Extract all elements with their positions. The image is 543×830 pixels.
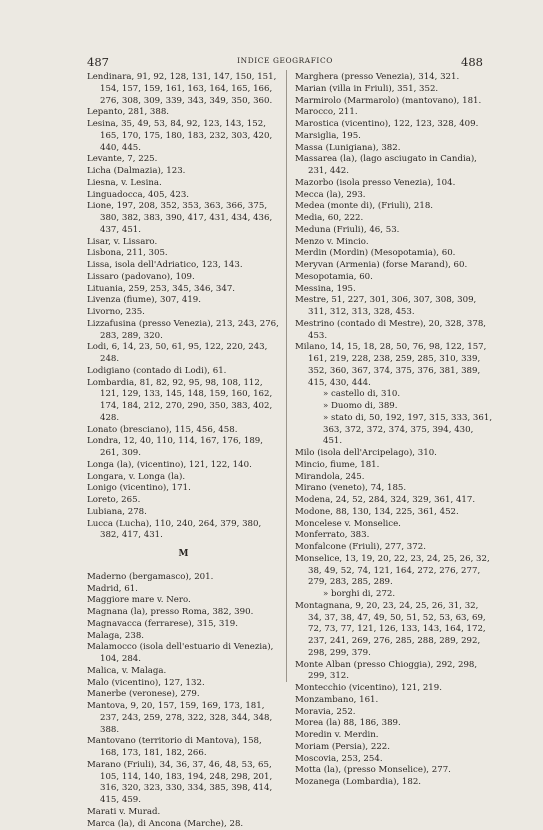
index-entry: Monferrato, 383. bbox=[295, 530, 493, 542]
index-entry: Mantovano (territorio di Mantova), 158, 168, 173, 181, 182, 266. bbox=[87, 736, 280, 760]
index-entry: » Duomo di, 389. bbox=[295, 401, 493, 413]
index-entry: » stato di, 50, 192, 197, 315, 333, 361, 363, 372, 372, 374, 375, 394, 430, 451. bbox=[295, 413, 493, 448]
index-entry: Meryvan (Armenia) (forse Marand), 60. bbox=[295, 260, 493, 272]
index-entry: Meduna (Friuli), 46, 53. bbox=[295, 225, 493, 237]
index-entry: Montecchio (vicentino), 121, 219. bbox=[295, 683, 493, 695]
index-entry: » borghi di, 272. bbox=[295, 589, 493, 601]
index-entry: Malica, v. Malaga. bbox=[87, 666, 280, 678]
index-entry: Londra, 12, 40, 110, 114, 167, 176, 189, 261, 309. bbox=[87, 436, 280, 460]
index-entry: Marocco, 211. bbox=[295, 107, 493, 119]
index-entry: Mecca (la), 293. bbox=[295, 190, 493, 202]
left-column bbox=[87, 72, 280, 830]
index-entry: Monselice, 13, 19, 20, 22, 23, 24, 25, 26, 32, 38, 49, 52, 74, 121, 164, 272, 276, 277, 279, 283, 285, 289. bbox=[295, 554, 493, 589]
index-entry: Medea (monte di), (Friuli), 218. bbox=[295, 201, 493, 213]
index-entry: Lodi, 6, 14, 23, 50, 61, 95, 122, 220, 243, 248. bbox=[87, 342, 280, 366]
index-entry: Mazorbo (isola presso Venezia), 104. bbox=[295, 178, 493, 190]
index-entry: Licha (Dalmazia), 123. bbox=[87, 166, 280, 178]
index-entry: Monfalcone (Friuli), 277, 372. bbox=[295, 542, 493, 554]
index-entry: Marmirolo (Marmarolo) (mantovano), 181. bbox=[295, 96, 493, 108]
left-entries-l bbox=[87, 72, 280, 542]
index-entry: Modone, 88, 130, 134, 225, 361, 452. bbox=[295, 507, 493, 519]
index-entry: Malamocco (isola dell'estuario di Venezia), 104, 284. bbox=[87, 642, 280, 666]
index-entry: Lendinara, 91, 92, 128, 131, 147, 150, 151, 154, 157, 159, 161, 163, 164, 165, 166, 276, 308, 309, 339, 343, 349, 350, 360. bbox=[87, 72, 280, 107]
index-entry: Lissa, isola dell'Adriatico, 123, 143. bbox=[87, 260, 280, 272]
index-entry: Livorno, 235. bbox=[87, 307, 280, 319]
index-entry: Lombardia, 81, 82, 92, 95, 98, 108, 112, 121, 129, 133, 145, 148, 159, 160, 162, 174, 184, 212, 270, 290, 350, 383, 402, 428. bbox=[87, 378, 280, 425]
index-entry: Marca (la), di Ancona (Marche), 28. bbox=[87, 819, 280, 830]
index-entry: Mestre, 51, 227, 301, 306, 307, 308, 309, 311, 312, 313, 328, 453. bbox=[295, 295, 493, 319]
index-entry: Mirandola, 245. bbox=[295, 472, 493, 484]
index-entry: Maggiore mare v. Nero. bbox=[87, 595, 280, 607]
index-entry: Media, 60, 222. bbox=[295, 213, 493, 225]
index-entry: Morea (la) 88, 186, 389. bbox=[295, 718, 493, 730]
index-entry: Madrid, 61. bbox=[87, 584, 280, 596]
index-entry: Menzo v. Mincio. bbox=[295, 237, 493, 249]
index-entry: Maderno (bergamasco), 201. bbox=[87, 572, 280, 584]
index-entry: Massarea (la), (lago asciugato in Candia), 231, 442. bbox=[295, 154, 493, 178]
index-entry: Loreto, 265. bbox=[87, 495, 280, 507]
index-entry: Messina, 195. bbox=[295, 284, 493, 296]
page-number-right: 488 bbox=[461, 55, 483, 69]
column-divider bbox=[286, 70, 287, 682]
index-entry: Longa (la), (vicentino), 121, 122, 140. bbox=[87, 460, 280, 472]
index-entry: Milo (isola dell'Arcipelago), 310. bbox=[295, 448, 493, 460]
index-entry: Magnana (la), presso Roma, 382, 390. bbox=[87, 607, 280, 619]
index-entry: Merdin (Mordin) (Mesopotamia), 60. bbox=[295, 248, 493, 260]
index-entry: Marostica (vicentino), 122, 123, 328, 409. bbox=[295, 119, 493, 131]
page-header bbox=[87, 55, 483, 69]
index-entry: Lisar, v. Lissaro. bbox=[87, 237, 280, 249]
index-entry: Lizzafusina (presso Venezia), 213, 243, 276, 283, 289, 320. bbox=[87, 319, 280, 343]
index-entry: Lodigiano (contado di Lodi), 61. bbox=[87, 366, 280, 378]
index-entry: Manerbe (veronese), 279. bbox=[87, 689, 280, 701]
index-entry: Modena, 24, 52, 284, 324, 329, 361, 417. bbox=[295, 495, 493, 507]
index-entry: Mestrino (contado di Mestre), 20, 328, 378, 453. bbox=[295, 319, 493, 343]
index-entry: Mirano (veneto), 74, 185. bbox=[295, 483, 493, 495]
index-entry: Malo (vicentino), 127, 132. bbox=[87, 678, 280, 690]
index-entry: Magnavacca (ferrarese), 315, 319. bbox=[87, 619, 280, 631]
index-entry: Mesopotamia, 60. bbox=[295, 272, 493, 284]
left-entries-m bbox=[87, 572, 280, 830]
index-entry: Lituania, 259, 253, 345, 346, 347. bbox=[87, 284, 280, 296]
index-entry: Marian (villa in Friuli), 351, 352. bbox=[295, 84, 493, 96]
index-entry: Lesina, 35, 49, 53, 84, 92, 123, 143, 152, 165, 170, 175, 180, 183, 232, 303, 420, 440, 445. bbox=[87, 119, 280, 154]
index-entry: Longara, v. Longa (la). bbox=[87, 472, 280, 484]
index-entry: Lepanto, 281, 388. bbox=[87, 107, 280, 119]
index-entry: Moriam (Persia), 222. bbox=[295, 742, 493, 754]
running-title: INDICE GEOGRAFICO bbox=[87, 56, 483, 65]
index-entry: Moncelese v. Monselice. bbox=[295, 519, 493, 531]
index-entry: Lisbona, 211, 305. bbox=[87, 248, 280, 260]
section-letter-m: M bbox=[87, 549, 280, 561]
index-entry: Marano (Friuli), 34, 36, 37, 46, 48, 53, 65, 105, 114, 140, 183, 194, 248, 298, 201, 316, 320, 323, 330, 334, 385, 398, 414, 415, 459. bbox=[87, 760, 280, 807]
index-entry: Lonato (bresciano), 115, 456, 458. bbox=[87, 425, 280, 437]
index-entry: Montagnana, 9, 20, 23, 24, 25, 26, 31, 32, 34, 37, 38, 47, 49, 50, 51, 52, 53, 63, 69, 72, 73, 77, 121, 126, 133, 143, 164, 172, 237, 241, 269, 276, 285, 288, 289, 292, 298, 299, 379. bbox=[295, 601, 493, 660]
index-entry: Lubiana, 278. bbox=[87, 507, 280, 519]
index-entry: Levante, 7, 225. bbox=[87, 154, 280, 166]
index-entry: Livenza (fiume), 307, 419. bbox=[87, 295, 280, 307]
index-entry: Lione, 197, 208, 352, 353, 363, 366, 375, 380, 382, 383, 390, 417, 431, 434, 436, 437, 451. bbox=[87, 201, 280, 236]
index-entry: Mincio, fiume, 181. bbox=[295, 460, 493, 472]
index-entry: Mantova, 9, 20, 157, 159, 169, 173, 181, 237, 243, 259, 278, 322, 328, 344, 348, 388. bbox=[87, 701, 280, 736]
right-entries bbox=[295, 72, 493, 789]
index-entry: Marsiglia, 195. bbox=[295, 131, 493, 143]
index-entry: Lissaro (padovano), 109. bbox=[87, 272, 280, 284]
index-entry: Malaga, 238. bbox=[87, 631, 280, 643]
index-entry: Linguadocca, 405, 423. bbox=[87, 190, 280, 202]
index-entry: Moscovia, 253, 254. bbox=[295, 754, 493, 766]
index-entry: Massa (Lunigiana), 382. bbox=[295, 143, 493, 155]
index-entry: Liesna, v. Lesina. bbox=[87, 178, 280, 190]
right-column bbox=[295, 72, 493, 789]
index-entry: Monte Alban (presso Chioggia), 292, 298, 299, 312. bbox=[295, 660, 493, 684]
index-entry: Lonigo (vicentino), 171. bbox=[87, 483, 280, 495]
index-entry: » castello di, 310. bbox=[295, 389, 493, 401]
index-entry: Lucca (Lucha), 110, 240, 264, 379, 380, 382, 417, 431. bbox=[87, 519, 280, 543]
index-entry: Monzambano, 161. bbox=[295, 695, 493, 707]
index-entry: Marati v. Murad. bbox=[87, 807, 280, 819]
index-entry: Motta (la), (presso Monselice), 277. bbox=[295, 765, 493, 777]
index-entry: Marghera (presso Venezia), 314, 321. bbox=[295, 72, 493, 84]
index-entry: Moredin v. Merdin. bbox=[295, 730, 493, 742]
page-number-left: 487 bbox=[87, 55, 109, 69]
index-entry: Mozanega (Lombardia), 182. bbox=[295, 777, 493, 789]
index-entry: Moravia, 252. bbox=[295, 707, 493, 719]
index-entry: Milano, 14, 15, 18, 28, 50, 76, 98, 122, 157, 161, 219, 228, 238, 259, 285, 310, 339, 352, 360, 367, 374, 375, 376, 381, 389, 415, 430, 444. bbox=[295, 342, 493, 389]
